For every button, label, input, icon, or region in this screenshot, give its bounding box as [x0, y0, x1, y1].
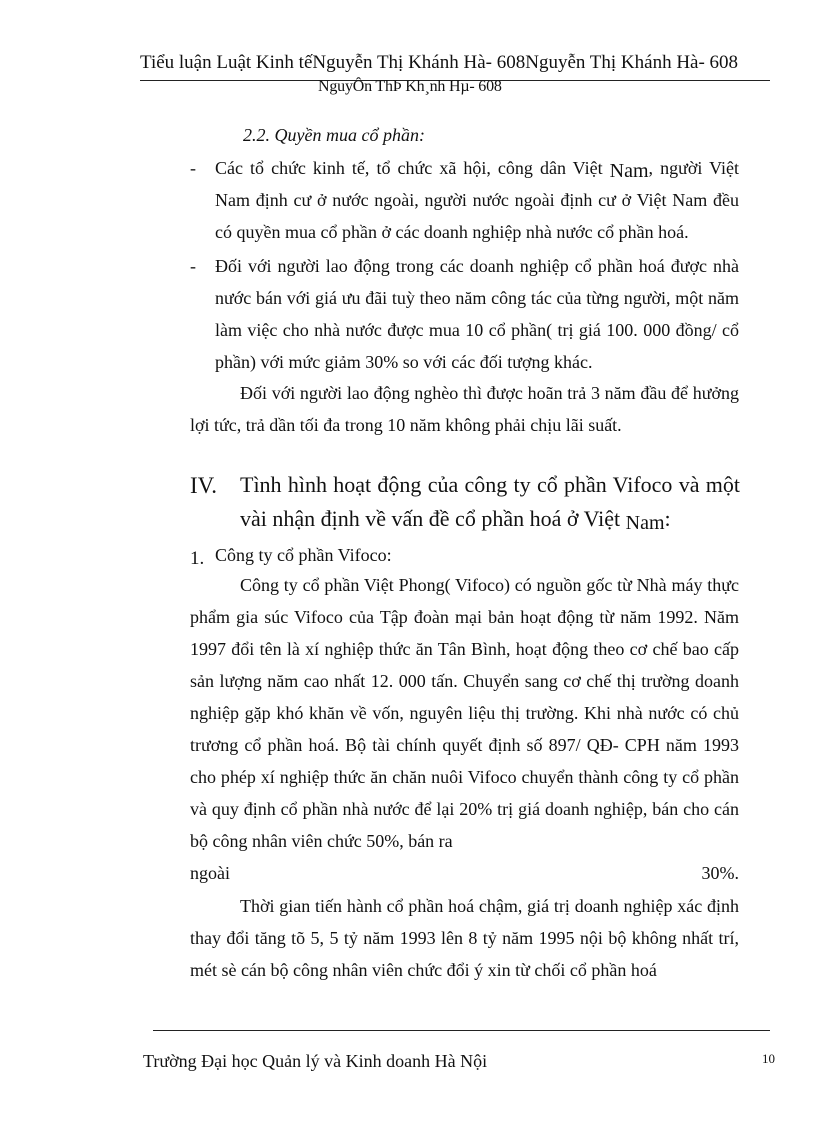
header-title: Tiểu luận Luật Kinh tếNguyễn Thị Khánh Hà- 608Nguyễn Thị Khánh Hà- 608: [140, 52, 739, 73]
section-iv-numeral: IV.: [190, 473, 218, 498]
section-iv-heading: [240, 468, 740, 537]
poor-workers-paragraph: Đối với người lao động nghèo thì được hoãn trả 3 năm đầu để hưởng lợi tức, trả dần tối đa trong 10 năm không phải chịu lãi suất.: [190, 383, 739, 435]
bullet-2-paragraph: Đối với người lao động trong các doanh nghiệp cổ phần hoá được nhà nước bán với giá ưu đãi tuỳ theo năm công tác của từng người, một năm làm việc cho nhà nước được mua 10 cổ phần( trị giá 100. 000 đồng/ cổ phần) với mức giảm 30% so với các đối tượng khác.: [215, 256, 739, 372]
bullet-1-text-b: , người Việt Nam định cư ở nước ngoài, người nước ngoài định cư ở Việt Nam đều có quyền mua cổ phần ở các doanh nghiệp nhà nước cổ phần hoá.: [215, 158, 740, 242]
section-iv-heading-text: Tình hình hoạt động của công ty cổ phần Vifoco và một vài nhận định về vấn đề cổ phần hoá ở Việt: [240, 472, 740, 531]
bullet-dash: -: [190, 256, 196, 276]
page-number: 10: [762, 1051, 775, 1066]
section-2-2-title: 2.2. Quyền mua cổ phần:: [243, 125, 425, 145]
vifoco-paragraph-2: Thời gian tiến hành cổ phần hoá chậm, giá trị doanh nghiệp xác định thay đổi tăng tõ 5, 5 tỷ năm 1993 lên 8 tỷ năm 1995 nội bộ không nhất trí, mét sè cán bộ công nhân viên chức đổi ý xin từ chối cổ phần hoá: [190, 896, 739, 980]
last-line-right: 30%.: [701, 863, 739, 883]
section-iv-heading-nam: Nam: [625, 512, 665, 534]
section-iv-heading-colon: :: [664, 506, 671, 531]
bullet-dash: -: [190, 158, 196, 178]
bullet-1-nam: Nam: [609, 160, 649, 182]
bullet-1-paragraph: [215, 152, 739, 248]
footer-rule: [153, 1030, 770, 1031]
header-garbled-author: NguyÔn ThÞ Kh¸nh Hµ- 608: [318, 78, 502, 95]
bullet-1-text-a: Các tổ chức kinh tế, tổ chức xã hội, công dân Việt: [215, 158, 610, 178]
vifoco-paragraph-1-last-line: [190, 857, 739, 889]
vifoco-paragraph-1: Công ty cổ phần Việt Phong( Vifoco) có nguồn gốc từ Nhà máy thực phẩm gia súc Vifoco của Tập đoàn mại bản hoạt động từ năm 1992. Năm 1997 đổi tên là xí nghiệp thức ăn Tân Bình, hoạt động theo cơ chế bao cấp sản lượng năm cao nhất 12. 000 tấn. Chuyển sang cơ chế thị trường doanh nghiệp gặp khó khăn về vốn, nguyên liệu thị trường. Khi nhà nước có chủ trương cổ phần hoá. Bộ tài chính quyết định số 897/ QĐ- CPH năm 1993 cho phép xí nghiệp thức ăn chăn nuôi Vifoco chuyển thành công ty cổ phần và quy định cổ phần nhà nước để lại 20% trị giá doanh nghiệp, bán cho cán bộ công nhân viên chức 50%, bán ra: [190, 575, 739, 851]
subsection-1-title: Công ty cổ phần Vifoco:: [215, 545, 392, 565]
subsection-1-number: 1.: [190, 548, 205, 569]
last-line-left: ngoài: [190, 863, 230, 883]
footer-school-name: Trường Đại học Quản lý và Kinh doanh Hà Nội: [143, 1051, 488, 1071]
